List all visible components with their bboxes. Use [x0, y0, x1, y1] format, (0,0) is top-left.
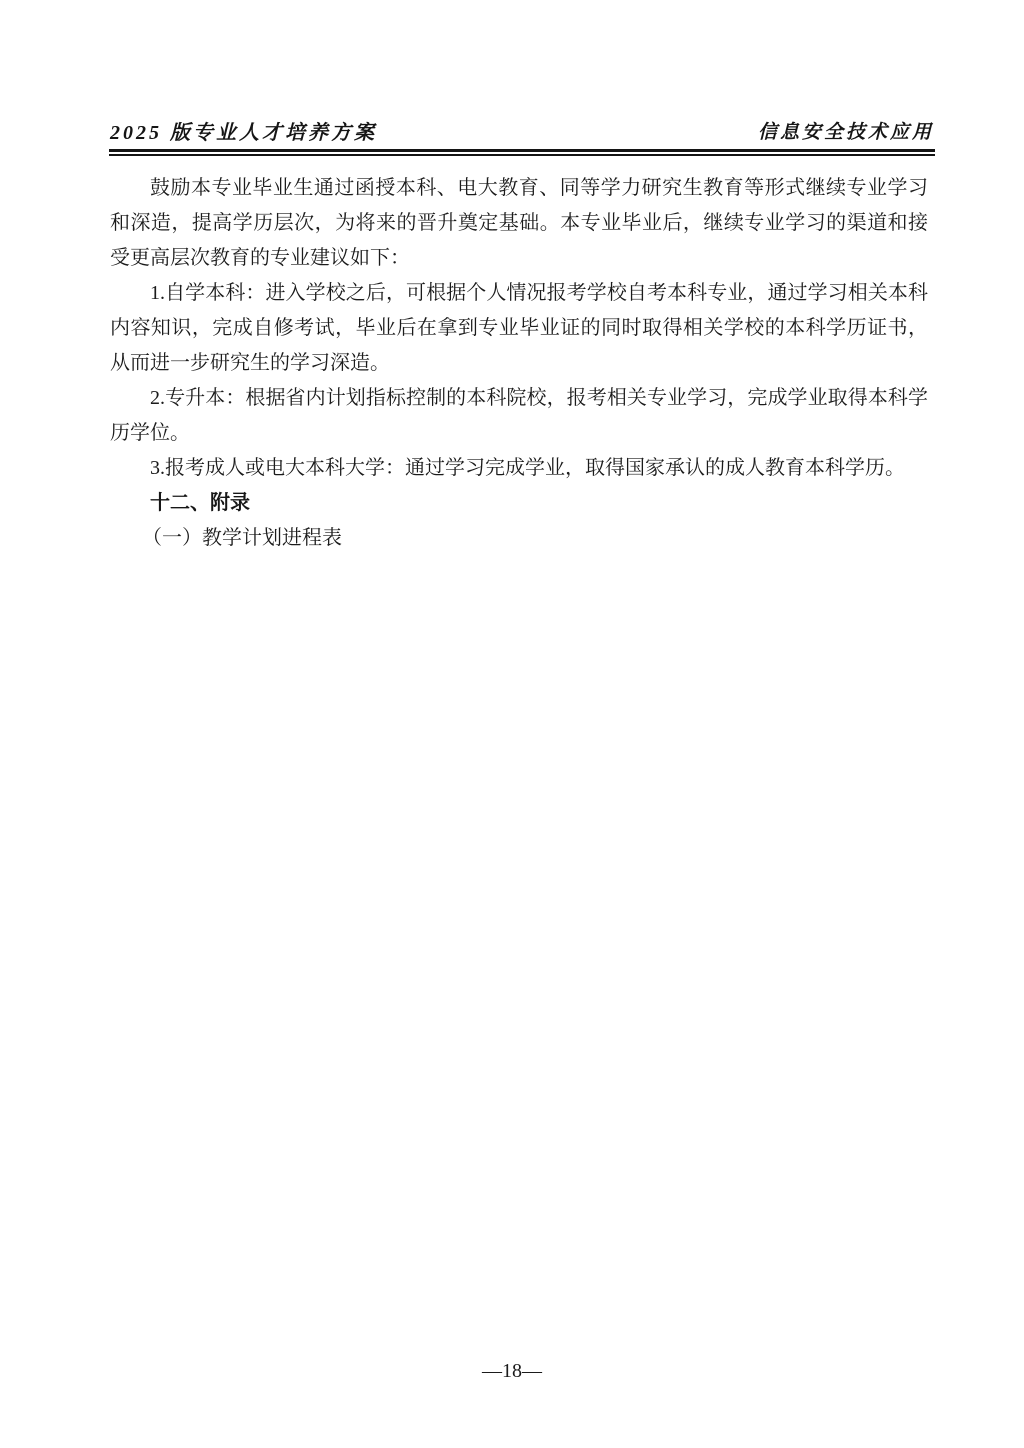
page-footer [0, 1358, 1024, 1384]
section-heading-appendix: 十二、附录 [150, 492, 250, 514]
header-program-name: 信息安全技术应用 [757, 122, 934, 143]
paragraph-item-2: 2.专升本：根据省内计划指标控制的本科院校，报考相关专业学习，完成学业取得本科学历学位。 [110, 387, 928, 444]
header-divider [109, 149, 935, 156]
paragraph-item-1: 1.自学本科：进入学校之后，可根据个人情况报考学校自考本科专业，通过学习相关本科内容知识，完成自修考试，毕业后在拿到专业毕业证的同时取得相关学校的本科学历证书，从而进一步研究生的学习深造。 [110, 282, 928, 374]
subsection-heading-teaching-plan: （一）教学计划进程表 [142, 527, 342, 549]
document-body [110, 171, 928, 556]
paragraph-intro: 鼓励本专业毕业生通过函授本科、电大教育、同等学力研究生教育等形式继续专业学习和深造，提高学历层次，为将来的晋升奠定基础。本专业毕业后，继续专业学习的渠道和接受更高层次教育的专业建议如下： [110, 177, 928, 269]
paragraph-item-3: 3.报考成人或电大本科大学：通过学习完成学业，取得国家承认的成人教育本科学历。 [150, 457, 905, 479]
page-number: —18— [482, 1360, 542, 1382]
page-header [110, 120, 934, 146]
header-document-title: 2025 版专业人才培养方案 [110, 122, 377, 144]
